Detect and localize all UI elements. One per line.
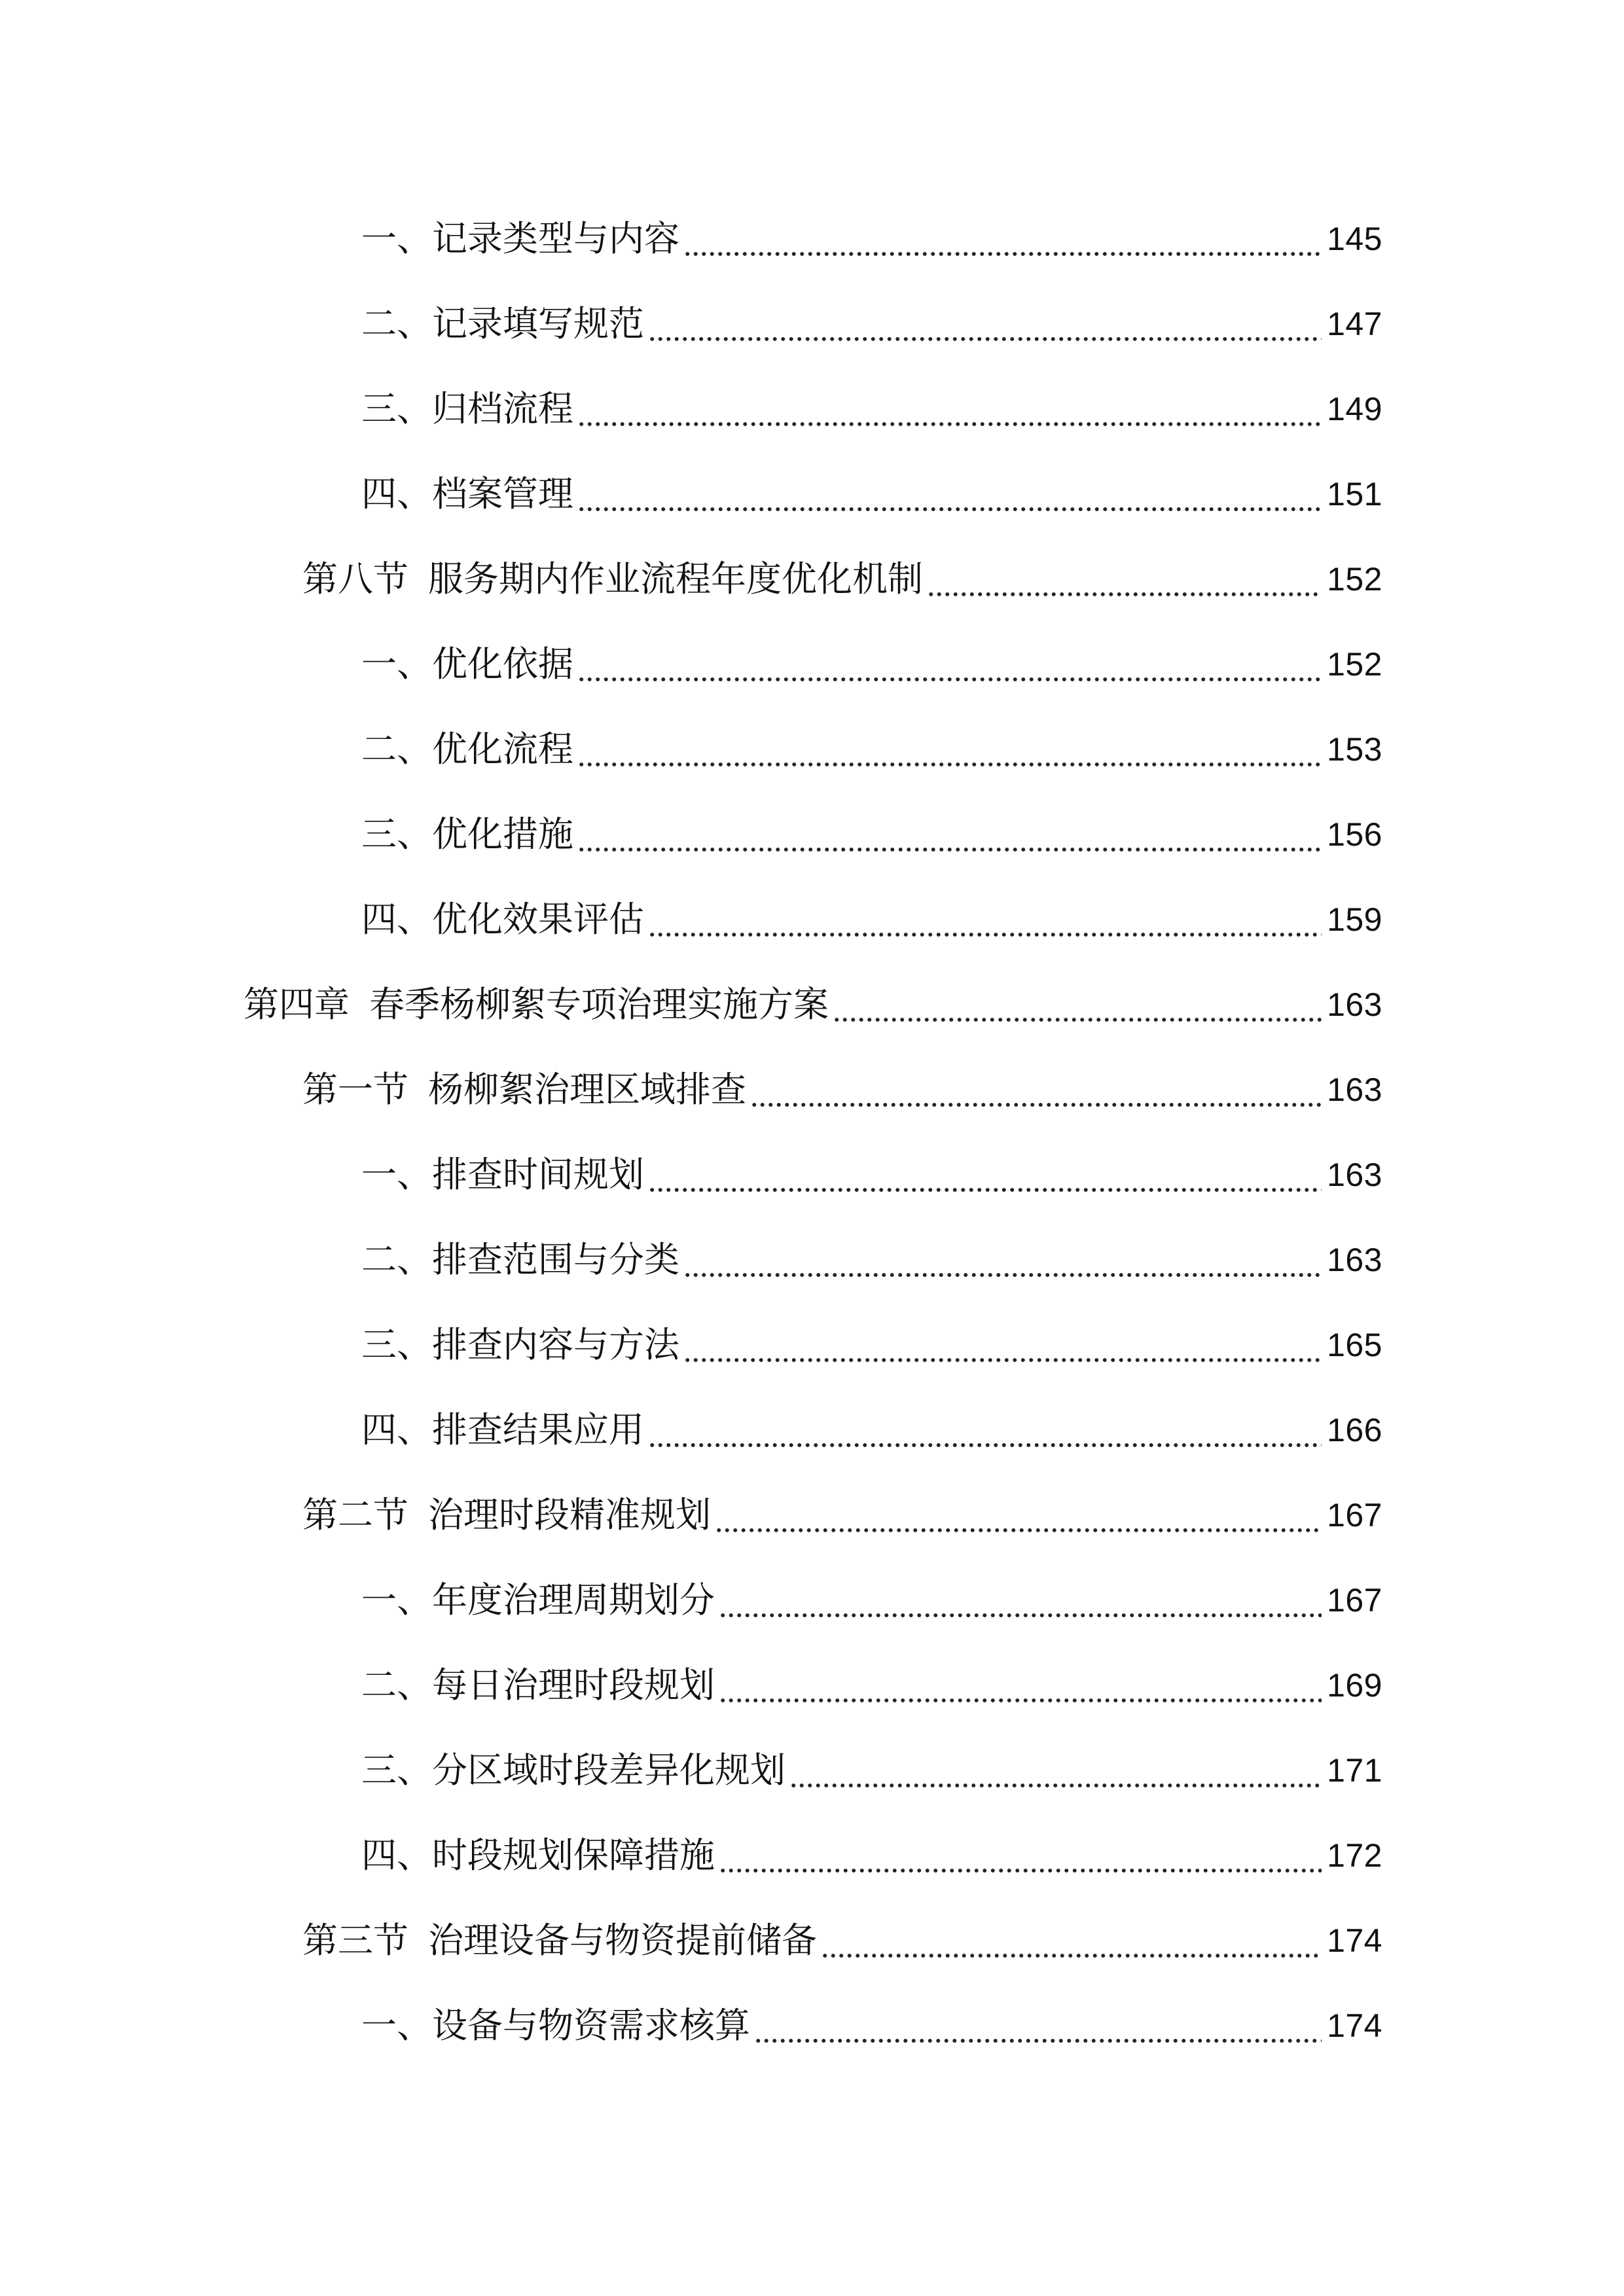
toc-dot-leader [754,1996,1322,2055]
toc-entry-chapter[interactable] [244,975,1382,1034]
toc-entry-label [361,1826,715,1885]
toc-section-number: 第三节 [302,1920,408,1961]
toc-entry-section[interactable] [302,1486,1382,1545]
toc-entry[interactable] [361,1571,1382,1630]
toc-dot-leader [750,1060,1322,1119]
toc-entry[interactable] [361,1316,1382,1374]
toc-entry-label [361,1230,679,1289]
toc-page-number: 174 [1327,1922,1382,1959]
toc-entry-label [302,1060,746,1119]
toc-page-number: 159 [1327,901,1382,938]
toc-entry-label [361,209,679,268]
toc-entry-title: 二、排查范围与分类 [361,1239,679,1280]
toc-entry[interactable] [361,890,1382,949]
toc-entry-title: 四、档案管理 [361,473,573,514]
toc-entry-label [361,805,573,864]
toc-entry-label [302,550,923,609]
toc-entry-label [361,1401,644,1460]
toc-dot-leader [719,1826,1322,1885]
toc-page-number: 174 [1327,2007,1382,2044]
toc-entry-title: 三、分区域时段差异化规划 [361,1749,785,1791]
toc-page-number: 156 [1327,816,1382,853]
toc-entry[interactable] [361,209,1382,268]
toc-entry-title: 杨柳絮治理区域排查 [428,1069,746,1110]
toc-entry[interactable] [361,1996,1382,2055]
toc-dot-leader [577,635,1322,694]
toc-section-number: 第一节 [302,1069,408,1110]
toc-page-number: 165 [1327,1327,1382,1363]
toc-page-number: 152 [1327,561,1382,598]
toc-dot-leader [719,1571,1322,1630]
toc-entry-title: 四、排查结果应用 [361,1409,644,1450]
toc-dot-leader [648,1401,1322,1460]
toc-page-number: 149 [1327,391,1382,427]
toc-entry[interactable] [361,635,1382,694]
toc-dot-leader [833,975,1322,1034]
toc-entry-label [361,1741,785,1800]
toc-entry[interactable] [361,720,1382,779]
toc-entry-section[interactable] [302,1060,1382,1119]
toc-dot-leader [821,1911,1322,1970]
toc-entry-title: 治理设备与物资提前储备 [428,1920,817,1961]
toc-dot-leader [719,1656,1322,1715]
toc-page-number: 151 [1327,476,1382,512]
toc-entry-title: 服务期内作业流程年度优化机制 [428,558,923,600]
toc-entry[interactable] [361,1826,1382,1885]
toc-page-number: 172 [1327,1837,1382,1874]
toc-entry[interactable] [361,1230,1382,1289]
toc-dot-leader [683,209,1322,268]
toc-entry-label [361,635,573,694]
toc-entry-title: 四、优化效果评估 [361,899,644,940]
toc-section-number: 第八节 [302,558,408,600]
toc-entry-title: 三、归档流程 [361,388,573,429]
toc-entry[interactable] [361,1145,1382,1204]
toc-entry-label [361,1656,715,1715]
toc-dot-leader [577,380,1322,439]
toc-entry-label [302,1486,711,1545]
toc-entry[interactable] [361,295,1382,353]
toc-page-number: 147 [1327,306,1382,342]
toc-entry-title: 一、优化依据 [361,643,573,685]
toc-page-number: 152 [1327,646,1382,683]
toc-entry-title: 一、设备与物资需求核算 [361,2005,750,2046]
toc-entry-title: 二、记录填写规范 [361,303,644,344]
toc-dot-leader [789,1741,1322,1800]
toc-dot-leader [683,1316,1322,1374]
toc-chapter-number: 第四章 [244,984,350,1025]
toc-entry-label [302,1911,817,1970]
toc-dot-leader [577,465,1322,524]
toc-entry[interactable] [361,1656,1382,1715]
toc-entry[interactable] [361,380,1382,439]
toc-page-number: 163 [1327,986,1382,1023]
toc-entry-title: 二、优化流程 [361,728,573,770]
toc-entry-title: 一、年度治理周期划分 [361,1579,715,1621]
toc-page-number: 169 [1327,1667,1382,1704]
toc-dot-leader [648,295,1322,353]
toc-page-number: 167 [1327,1497,1382,1534]
toc-page-number: 163 [1327,1071,1382,1108]
toc-entry-section[interactable] [302,1911,1382,1970]
toc-page-number: 163 [1327,1242,1382,1278]
toc-page-number: 163 [1327,1157,1382,1193]
toc-entry[interactable] [361,1741,1382,1800]
toc-entry-label [361,890,644,949]
toc-entry-title: 二、每日治理时段规划 [361,1664,715,1706]
toc-entry-label [361,295,644,353]
toc-entry-title: 治理时段精准规划 [428,1494,711,1535]
toc-entry-title: 一、记录类型与内容 [361,218,679,259]
toc-entry-label [361,720,573,779]
toc-entry-label [361,1145,644,1204]
toc-page-number: 153 [1327,731,1382,768]
toc-entry-title: 一、排查时间规划 [361,1154,644,1195]
toc-page-number: 145 [1327,221,1382,257]
toc-entry-title: 四、时段规划保障措施 [361,1835,715,1876]
toc-entry-label [361,1316,679,1374]
toc-dot-leader [715,1486,1322,1545]
toc-entry-title: 三、排查内容与方法 [361,1324,679,1365]
toc-entry-title: 春季杨柳絮专项治理实施方案 [369,984,829,1025]
toc-entry[interactable] [361,805,1382,864]
toc-entry-label [361,465,573,524]
toc-dot-leader [577,805,1322,864]
toc-entry-label [361,380,573,439]
toc-dot-leader [683,1230,1322,1289]
toc-entry[interactable] [361,1401,1382,1460]
toc-dot-leader [648,1145,1322,1204]
toc-entry-section[interactable] [302,550,1382,609]
toc-entry-label [361,1996,750,2055]
toc-page-number: 167 [1327,1582,1382,1619]
toc-entry-label [361,1571,715,1630]
toc-page-number: 166 [1327,1412,1382,1448]
toc-section-number: 第二节 [302,1494,408,1535]
toc-dot-leader [648,890,1322,949]
toc-entry-label [244,975,829,1034]
toc-dot-leader [927,550,1322,609]
toc-dot-leader [577,720,1322,779]
toc-entry-title: 三、优化措施 [361,814,573,855]
toc-page-number: 171 [1327,1752,1382,1789]
toc-entry[interactable] [361,465,1382,524]
